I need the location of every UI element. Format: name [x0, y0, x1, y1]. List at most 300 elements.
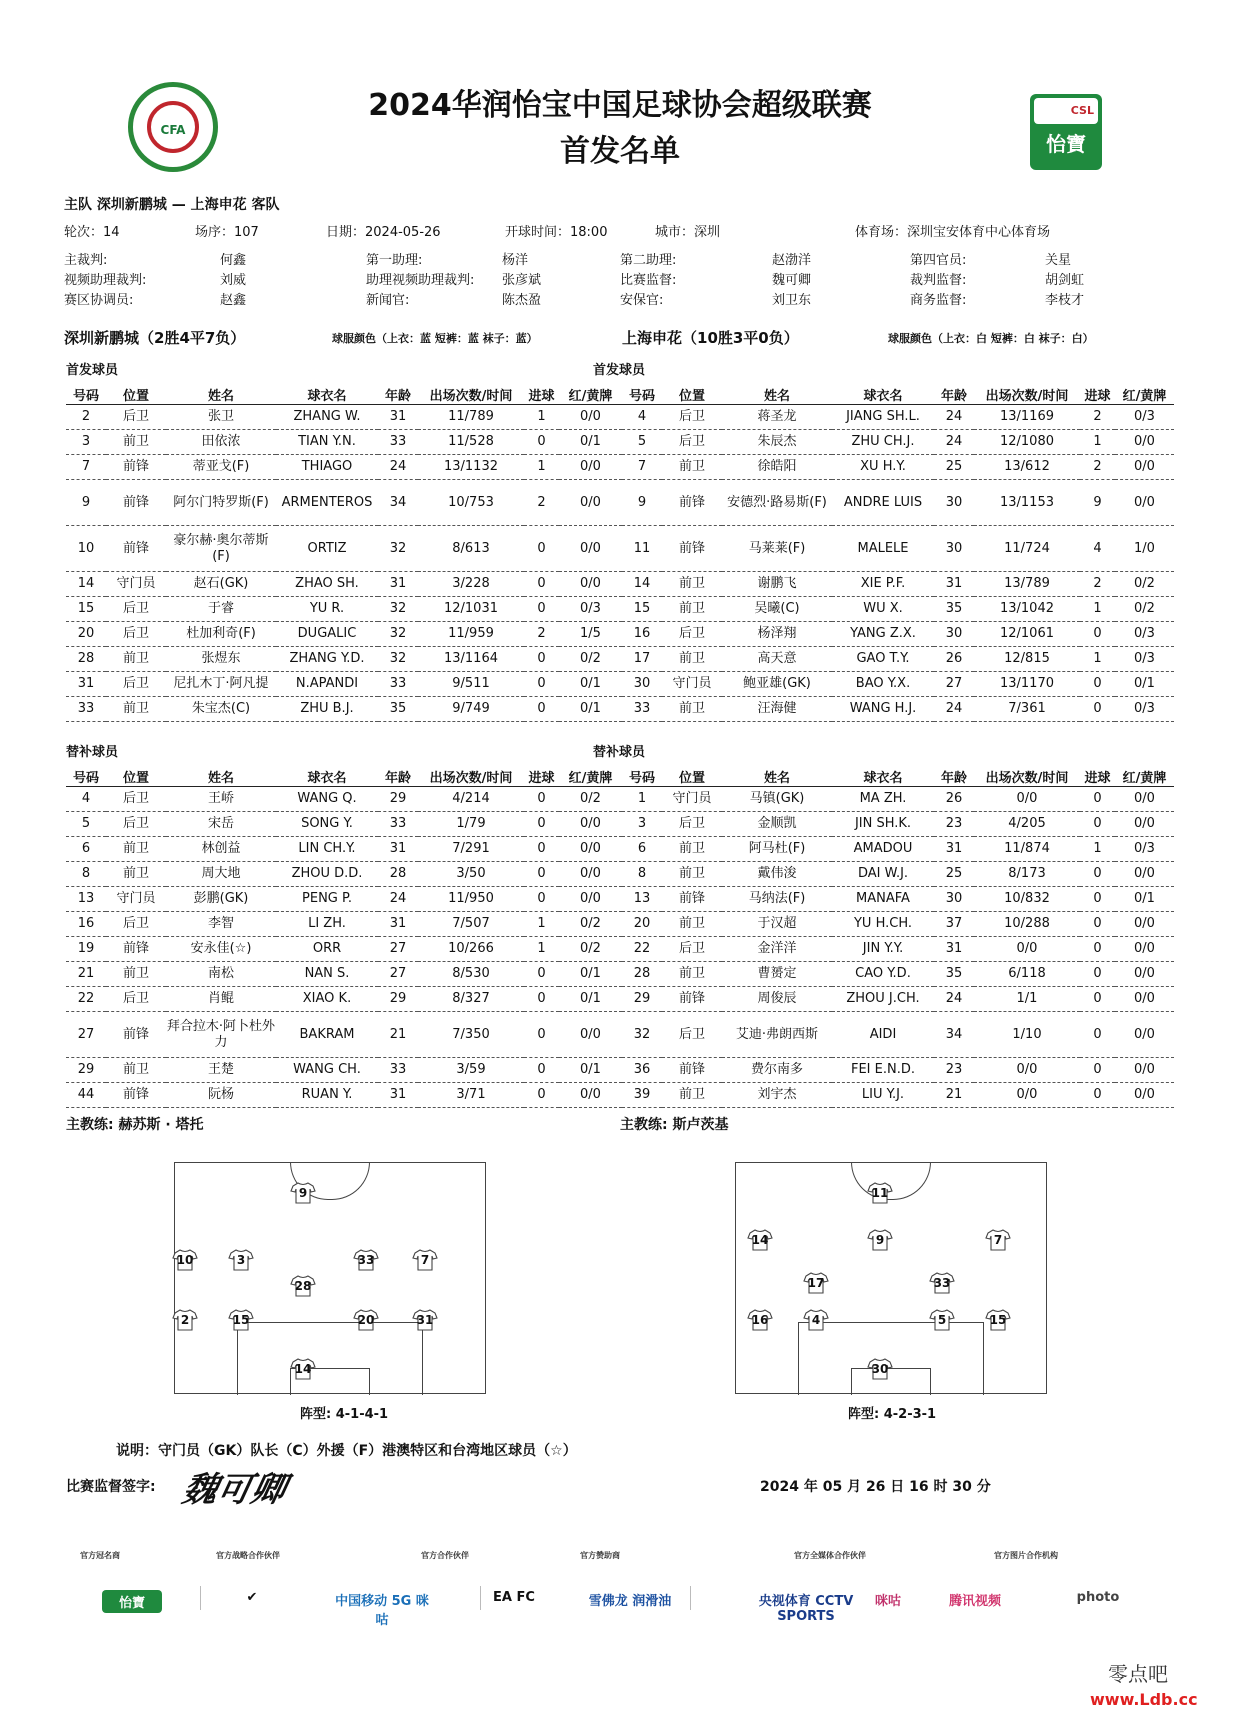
cell: 2 [524, 622, 559, 647]
official-name: 赵鑫 [220, 293, 247, 308]
table-row [66, 862, 622, 887]
cell: 守门员 [106, 887, 166, 912]
cell: 23 [934, 1058, 974, 1083]
shirt-number: 10 [176, 1253, 194, 1267]
table-row [66, 405, 622, 430]
cell: 0/0 [1115, 455, 1174, 480]
cell: 0 [1080, 622, 1115, 647]
official-label: 商务监督: [910, 293, 967, 308]
cell: 15 [622, 597, 662, 622]
table-row [66, 697, 622, 722]
cell: 0/0 [559, 862, 622, 887]
cell: 杜加利奇(F) [166, 622, 276, 647]
sponsor-logo: photo [1076, 1590, 1120, 1605]
column-header: 姓名 [722, 384, 832, 405]
table-row [622, 862, 1174, 887]
table-row [622, 622, 1174, 647]
sponsor-category: 官方战略合作伙伴 [216, 1551, 280, 1560]
column-header: 进球 [1080, 766, 1115, 787]
cell: 前锋 [106, 480, 166, 526]
official-name: 魏可卿 [772, 273, 812, 288]
cell: 9 [66, 480, 106, 526]
table-row [622, 455, 1174, 480]
table-row [622, 812, 1174, 837]
cell: 0/2 [559, 937, 622, 962]
cell: 31 [934, 837, 974, 862]
cell: 前卫 [106, 647, 166, 672]
home-coach: 主教练: 赫苏斯 · 塔托 [66, 1117, 204, 1133]
cell: 26 [934, 647, 974, 672]
cell: 33 [378, 672, 418, 697]
cell: LIN CH.Y. [276, 837, 378, 862]
official-name: 杨洋 [502, 253, 529, 268]
cell: 31 [378, 1083, 418, 1108]
cell: 0 [1080, 1058, 1115, 1083]
cell: 林创益 [166, 837, 276, 862]
cell: 9/749 [418, 697, 524, 722]
cell: 13/1169 [974, 405, 1080, 430]
cell: 16 [66, 912, 106, 937]
cell: AIDI [832, 1012, 934, 1058]
cell: ZHANG W. [276, 405, 378, 430]
player-shirt-icon [985, 1309, 1011, 1331]
player-shirt-icon [290, 1358, 316, 1380]
player-shirt-icon [228, 1249, 254, 1271]
cell: 19 [66, 937, 106, 962]
cell: 26 [934, 787, 974, 812]
cell: LIU Y.J. [832, 1083, 934, 1108]
sponsor-logo: 怡寶 [102, 1590, 162, 1613]
cell: 安德烈·路易斯(F) [722, 480, 832, 526]
table-row [66, 812, 622, 837]
table-row [622, 405, 1174, 430]
cell: 安永佳(☆) [166, 937, 276, 962]
cell: 1 [622, 787, 662, 812]
shirt-number: 15 [989, 1313, 1007, 1327]
cell: YANG Z.X. [832, 622, 934, 647]
away-starters-label: 首发球员 [593, 363, 646, 378]
official-name: 何鑫 [220, 253, 247, 268]
cell: 南松 [166, 962, 276, 987]
cell: 蒋圣龙 [722, 405, 832, 430]
cell: 0/0 [1115, 1083, 1174, 1108]
table-row [622, 1058, 1174, 1083]
cell: 20 [622, 912, 662, 937]
cell: 0 [524, 787, 559, 812]
cell: 宋岳 [166, 812, 276, 837]
cell: 24 [934, 430, 974, 455]
cell: 2 [524, 480, 559, 526]
player-shirt-icon [867, 1358, 893, 1380]
cell: YU R. [276, 597, 378, 622]
cell: 3/59 [418, 1058, 524, 1083]
official-name: 胡剑虹 [1045, 273, 1085, 288]
cell: 8 [622, 862, 662, 887]
official-name: 赵渤洋 [772, 253, 812, 268]
column-header: 年龄 [934, 384, 974, 405]
cell: 33 [622, 697, 662, 722]
cell: 8/613 [418, 526, 524, 572]
column-header: 出场次数/时间 [418, 384, 524, 405]
cell: AMADOU [832, 837, 934, 862]
player-shirt-icon [803, 1309, 829, 1331]
cell: 0/1 [559, 697, 622, 722]
signature-label: 比赛监督签字: [66, 1479, 156, 1495]
cell: 0/0 [559, 480, 622, 526]
cell: 0/1 [559, 962, 622, 987]
cell: RUAN Y. [276, 1083, 378, 1108]
cell: XU H.Y. [832, 455, 934, 480]
cell: 34 [378, 480, 418, 526]
cell: JIANG SH.L. [832, 405, 934, 430]
table-row [622, 430, 1174, 455]
shirt-number: 9 [875, 1233, 885, 1247]
sponsor-category: 官方赞助商 [580, 1551, 620, 1560]
sponsor-logo: EA FC [493, 1590, 535, 1605]
player-shirt-icon [412, 1309, 438, 1331]
cell: 前卫 [106, 1058, 166, 1083]
cell: 0/3 [1115, 697, 1174, 722]
official-name: 刘威 [220, 273, 247, 288]
cell: BAKRAM [276, 1012, 378, 1058]
cell: 0 [1080, 1083, 1115, 1108]
cell: 29 [378, 787, 418, 812]
cell: 11/789 [418, 405, 524, 430]
cell: 24 [378, 887, 418, 912]
cell: 2 [1080, 455, 1115, 480]
table-row [622, 572, 1174, 597]
cell: 31 [934, 937, 974, 962]
cell: YU H.CH. [832, 912, 934, 937]
cell: 0/0 [559, 1083, 622, 1108]
cell: 杨泽翔 [722, 622, 832, 647]
column-header: 姓名 [166, 766, 276, 787]
cell: 9 [622, 480, 662, 526]
cell: 0/1 [559, 430, 622, 455]
cell: 0 [524, 597, 559, 622]
cell: 前卫 [662, 837, 722, 862]
cell: 后卫 [106, 812, 166, 837]
cell: 9 [1080, 480, 1115, 526]
cell: 32 [378, 622, 418, 647]
cell: 11/528 [418, 430, 524, 455]
cell: 1/1 [974, 987, 1080, 1012]
home-kit: 球服颜色（上衣：蓝 短裤：蓝 袜子：蓝） [332, 332, 538, 345]
cell: 30 [934, 480, 974, 526]
table-row [66, 455, 622, 480]
cell: 4/205 [974, 812, 1080, 837]
table-row [622, 480, 1174, 526]
column-header: 姓名 [722, 766, 832, 787]
cell: GAO T.Y. [832, 647, 934, 672]
table-row [622, 647, 1174, 672]
cell: LI ZH. [276, 912, 378, 937]
match-date: 日期：2024-05-26 [326, 225, 441, 240]
table-row [622, 787, 1174, 812]
sponsor-logo: 中国移动 5G 咪咕 [335, 1594, 429, 1628]
cell: 12/1080 [974, 430, 1080, 455]
cell: 金顺凯 [722, 812, 832, 837]
cell: 0/3 [1115, 837, 1174, 862]
cell: 0 [524, 647, 559, 672]
cell: 27 [934, 672, 974, 697]
match-number: 场序：107 [195, 225, 259, 240]
cell: 0 [524, 430, 559, 455]
cell: 12/1061 [974, 622, 1080, 647]
official-name: 陈杰盈 [502, 293, 542, 308]
cell: 0/0 [974, 937, 1080, 962]
cell: 前锋 [106, 455, 166, 480]
column-header: 球衣名 [832, 384, 934, 405]
shirt-number: 9 [298, 1186, 308, 1200]
away-subs-label: 替补球员 [593, 745, 646, 760]
shirt-number: 3 [236, 1253, 246, 1267]
cell: 24 [378, 455, 418, 480]
cell: 0/0 [559, 837, 622, 862]
cell: 1 [524, 912, 559, 937]
cell: 1/79 [418, 812, 524, 837]
cell: 曹赟定 [722, 962, 832, 987]
csl-logo: CSL 怡寶 [1030, 94, 1102, 170]
cell: 32 [378, 597, 418, 622]
cell: 前卫 [662, 962, 722, 987]
shirt-number: 14 [294, 1362, 312, 1376]
table-row [66, 480, 622, 526]
column-header: 红/黄牌 [1115, 384, 1174, 405]
table-row [66, 837, 622, 862]
cell: 0 [524, 812, 559, 837]
cell: 1 [524, 937, 559, 962]
cell: XIE P.F. [832, 572, 934, 597]
cell: 0/0 [559, 572, 622, 597]
cell: 21 [934, 1083, 974, 1108]
cell: 前锋 [662, 526, 722, 572]
cell: 0 [1080, 1012, 1115, 1058]
cell: 13/1132 [418, 455, 524, 480]
cell: 后卫 [662, 622, 722, 647]
away-coach: 主教练: 斯卢茨基 [620, 1117, 729, 1133]
cell: 29 [622, 987, 662, 1012]
cell: 0 [1080, 672, 1115, 697]
home-team-name: 深圳新鹏城（2胜4平7负） [64, 329, 246, 347]
cell: 前卫 [662, 912, 722, 937]
cell: 于睿 [166, 597, 276, 622]
cell: 32 [378, 647, 418, 672]
cell: 0 [1080, 937, 1115, 962]
cell: 12/1031 [418, 597, 524, 622]
cell: 0/3 [1115, 647, 1174, 672]
cell: 0/0 [1115, 787, 1174, 812]
cell: 4 [1080, 526, 1115, 572]
legend-note: 说明：守门员（GK）队长（C）外援（F）港澳特区和台湾地区球员（☆） [116, 1443, 577, 1459]
column-header: 球衣名 [832, 766, 934, 787]
cell: 前卫 [662, 697, 722, 722]
cell: 5 [622, 430, 662, 455]
cell: 于汉超 [722, 912, 832, 937]
cell: 艾迪·弗朗西斯 [722, 1012, 832, 1058]
cell: 0/0 [559, 526, 622, 572]
cell: 肖鲲 [166, 987, 276, 1012]
official-name: 关星 [1045, 253, 1072, 268]
player-shirt-icon [867, 1182, 893, 1204]
kickoff-time: 开球时间：18:00 [505, 225, 608, 240]
cell: 刘宇杰 [722, 1083, 832, 1108]
cell: 7/507 [418, 912, 524, 937]
table-row [66, 962, 622, 987]
cell: 0 [524, 862, 559, 887]
sponsor-logo: 咪咕 [874, 1594, 901, 1609]
home-subs-label: 替补球员 [66, 745, 119, 760]
cell: 4/214 [418, 787, 524, 812]
cell: 4 [622, 405, 662, 430]
cell: CAO Y.D. [832, 962, 934, 987]
cell: 0 [524, 962, 559, 987]
official-label: 第四官员: [910, 253, 967, 268]
column-header: 号码 [66, 384, 106, 405]
cell: 前卫 [662, 1083, 722, 1108]
cell: 0/1 [559, 1058, 622, 1083]
away-subs-table [622, 766, 1174, 1108]
player-shirt-icon [228, 1309, 254, 1331]
home-formation: 阵型: 4-1-4-1 [300, 1407, 389, 1422]
cell: 10/288 [974, 912, 1080, 937]
cell: ZHAO SH. [276, 572, 378, 597]
cell: 0/0 [559, 887, 622, 912]
cell: 前卫 [106, 697, 166, 722]
column-header: 出场次数/时间 [974, 766, 1080, 787]
shirt-number: 28 [294, 1279, 312, 1293]
cell: 阮杨 [166, 1083, 276, 1108]
cell: 豪尔赫·奥尔蒂斯(F) [166, 526, 276, 572]
cell: 前锋 [662, 480, 722, 526]
cell: JIN SH.K. [832, 812, 934, 837]
cell: 0/0 [1115, 912, 1174, 937]
cell: 拜合拉木·阿卜杜外力 [166, 1012, 276, 1058]
cell: 8/530 [418, 962, 524, 987]
cell: 前卫 [662, 572, 722, 597]
cell: 费尔南多 [722, 1058, 832, 1083]
cell: 尼扎木丁·阿凡提 [166, 672, 276, 697]
cell: 谢鹏飞 [722, 572, 832, 597]
round: 轮次：14 [64, 225, 120, 240]
cell: 前卫 [662, 862, 722, 887]
cell: 0/0 [974, 787, 1080, 812]
official-name: 刘卫东 [772, 293, 812, 308]
cell: 田依浓 [166, 430, 276, 455]
shirt-number: 33 [933, 1276, 951, 1290]
column-header: 位置 [106, 766, 166, 787]
player-shirt-icon [747, 1309, 773, 1331]
cell: 11/959 [418, 622, 524, 647]
column-header: 年龄 [378, 766, 418, 787]
cell: 朱宝杰(C) [166, 697, 276, 722]
cell: 朱辰杰 [722, 430, 832, 455]
cell: 鲍亚雄(GK) [722, 672, 832, 697]
cell: 0/0 [559, 405, 622, 430]
shirt-number: 7 [993, 1233, 1003, 1247]
cell: 后卫 [662, 1012, 722, 1058]
official-label: 比赛监督: [620, 273, 677, 288]
cell: 0/0 [1115, 430, 1174, 455]
cell: WANG Q. [276, 787, 378, 812]
cell: 1 [1080, 647, 1115, 672]
cell: 21 [66, 962, 106, 987]
watermark-url: www.Ldb.cc [1090, 1690, 1198, 1709]
cell: 34 [934, 1012, 974, 1058]
table-row [66, 1083, 622, 1108]
player-shirt-icon [985, 1229, 1011, 1251]
cell: 4 [66, 787, 106, 812]
cell: 3/228 [418, 572, 524, 597]
cell: 27 [378, 937, 418, 962]
column-header: 号码 [622, 384, 662, 405]
cell: 6 [66, 837, 106, 862]
column-header: 红/黄牌 [559, 766, 622, 787]
cell: 21 [378, 1012, 418, 1058]
column-header: 号码 [66, 766, 106, 787]
cell: 0 [524, 1012, 559, 1058]
cell: 0 [1080, 987, 1115, 1012]
cell: 8/327 [418, 987, 524, 1012]
cell: 阿马杜(F) [722, 837, 832, 862]
cell: JIN Y.Y. [832, 937, 934, 962]
away-team-name: 上海申花（10胜3平0负） [622, 329, 799, 347]
cell: 10/753 [418, 480, 524, 526]
cell: 31 [66, 672, 106, 697]
cell: ZHU CH.J. [832, 430, 934, 455]
cell: 7/291 [418, 837, 524, 862]
sponsor-logo: 腾讯视频 [948, 1594, 1001, 1609]
cell: 13/1042 [974, 597, 1080, 622]
cell: 14 [622, 572, 662, 597]
shirt-number: 11 [871, 1186, 889, 1200]
table-row [622, 526, 1174, 572]
column-header: 球衣名 [276, 766, 378, 787]
shirt-number: 31 [416, 1313, 434, 1327]
player-shirt-icon [290, 1275, 316, 1297]
cell: 0/2 [1115, 597, 1174, 622]
cell: 10/266 [418, 937, 524, 962]
cell: 后卫 [662, 430, 722, 455]
cell: 7 [622, 455, 662, 480]
cell: 0 [1080, 862, 1115, 887]
player-shirt-icon [172, 1249, 198, 1271]
cell: 10 [66, 526, 106, 572]
cell: 马纳法(F) [722, 887, 832, 912]
cell: WANG CH. [276, 1058, 378, 1083]
cell: 守门员 [106, 572, 166, 597]
cell: 11/874 [974, 837, 1080, 862]
cell: 前锋 [106, 1012, 166, 1058]
column-header: 姓名 [166, 384, 276, 405]
shirt-number: 20 [357, 1313, 375, 1327]
cell: 5 [66, 812, 106, 837]
player-shirt-icon [172, 1309, 198, 1331]
cell: 前卫 [106, 430, 166, 455]
cell: 0/0 [559, 1012, 622, 1058]
player-shirt-icon [803, 1272, 829, 1294]
cell: 13/1164 [418, 647, 524, 672]
home-starters-table [66, 384, 622, 722]
shirt-number: 5 [937, 1313, 947, 1327]
table-row [622, 912, 1174, 937]
cell: WANG H.J. [832, 697, 934, 722]
cell: 28 [66, 647, 106, 672]
shirt-number: 16 [751, 1313, 769, 1327]
cell: 35 [378, 697, 418, 722]
cell: 3 [66, 430, 106, 455]
player-shirt-icon [290, 1182, 316, 1204]
